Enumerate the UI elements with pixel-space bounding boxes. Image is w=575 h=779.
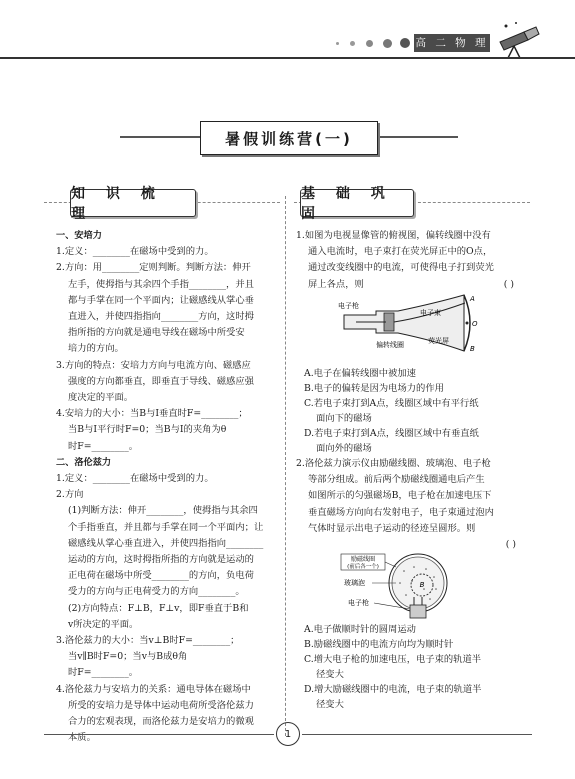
title-rule-right xyxy=(378,136,458,138)
option-a: A.电子做顺时针的圆周运动 xyxy=(304,624,416,635)
header-dot xyxy=(336,42,339,45)
text-line: 强度的方向都垂直，即垂直于导线、磁感应强 xyxy=(68,375,254,387)
page-number: 1 xyxy=(276,722,300,746)
text-line: 合力的宏观表现，而洛伦兹力是安培力的微观 xyxy=(68,716,254,728)
header-dot xyxy=(400,38,410,48)
option-d: D.增大励磁线圈中的电流，电子束的轨道半 xyxy=(304,684,482,695)
text-line: 气体时显示出电子运动的径迹呈圆形。则 xyxy=(308,522,476,534)
basic-practice-heading: 基 础 巩 固 xyxy=(300,189,414,217)
fig2-bulb-label: 玻璃泡 xyxy=(344,579,365,587)
text-line: 时F=________。 xyxy=(68,440,139,452)
text-line: 运动的方向，这时拇指所指的方向就是运动的 xyxy=(68,554,254,566)
text-line: 个手指垂直，并且都与手掌在同一个平面内；让 xyxy=(68,521,264,533)
text-line: 4.洛伦兹力与安培力的关系：通电导体在磁场中 xyxy=(56,683,251,695)
text-line: 如图所示的匀强磁场B，电子枪在加速电压下 xyxy=(308,490,492,502)
header-dot xyxy=(366,40,373,47)
page-title: 暑假训练营(一) xyxy=(225,129,353,148)
option-c: C.增大电子枪的加速电压，电子束的轨道半 xyxy=(304,654,482,665)
text-line: 时F=________。 xyxy=(68,667,139,679)
option-c-cont: 径变大 xyxy=(316,669,344,680)
text-line: 2.方向 xyxy=(56,489,84,501)
fig1-screen-label: 荧光屏 xyxy=(428,337,449,345)
fig1-gun-label: 电子枪 xyxy=(338,302,359,310)
question-2-stem xyxy=(296,456,528,553)
header-dot xyxy=(350,41,355,46)
text-line: 当B与I平行时F=0；当B与I的夹角为θ xyxy=(68,424,227,436)
text-line: 2.方向：用________定则判断。判断方法：伸开 xyxy=(56,262,251,274)
text-line: 都与手掌在同一个平面内；让磁感线从掌心垂 xyxy=(68,294,254,306)
text-line: 4.安培力的大小：当B与I垂直时F=________； xyxy=(56,408,248,420)
text-line: (2)方向特点：F⊥B，F⊥v，即F垂直于B和 xyxy=(68,602,249,614)
header-subject-tag: 高 二 物 理 xyxy=(414,34,490,52)
lorentz-demo-figure xyxy=(340,553,480,621)
text-line: 1.如图为电视显像管的俯视图，偏转线圈中没有 xyxy=(296,230,491,241)
text-line: 磁感线从掌心垂直进入，并使四指指向________ xyxy=(68,537,264,549)
page-title-box xyxy=(200,121,378,155)
text-line: 1.定义：________在磁场中受到的力。 xyxy=(56,246,214,258)
text-line: 3.方向的特点：安培力方向与电流方向、磁感应 xyxy=(56,359,251,371)
column-divider xyxy=(285,196,286,736)
question-1-stem xyxy=(296,228,528,293)
text-line: 通过改变线圈中的电流，可使得电子打到荧光 xyxy=(308,262,494,274)
option-d-cont: 径变大 xyxy=(316,699,344,710)
option-a: A.电子在偏转线圈中被加速 xyxy=(304,368,416,379)
option-b: B.电子的偏转是因为电场力的作用 xyxy=(304,383,444,394)
text-line: 所受的安培力是导体中运动电荷所受洛伦兹力 xyxy=(68,699,254,711)
text-line: 指所指的方向就是通电导线在磁场中所受安 xyxy=(68,327,245,339)
text-line: v所决定的平面。 xyxy=(68,618,139,630)
text-line: 通入电流时，电子束打在荧光屏正中的O点， xyxy=(308,246,493,258)
text-line xyxy=(296,277,528,293)
text-line: 3.洛伦兹力的大小：当v⊥B时F=________； xyxy=(56,635,240,647)
text-line: 本质。 xyxy=(68,732,96,744)
text-line: 等部分组成。前后两个励磁线圈通电后产生 xyxy=(308,474,485,486)
text-line: 左手，使拇指与其余四个手指________，并且 xyxy=(68,278,254,290)
text-line: 2.洛伦兹力演示仪由励磁线圈、玻璃泡、电子枪 xyxy=(296,458,491,469)
page-header xyxy=(0,0,575,80)
option-b: B.励磁线圈中的电流方向均为顺时针 xyxy=(304,639,454,650)
text-line: 培力的方向。 xyxy=(68,343,124,355)
text-line: 正电荷在磁场中所受________的方向，负电荷 xyxy=(68,570,254,582)
header-dot xyxy=(383,39,392,48)
header-rule xyxy=(0,57,575,59)
fig1-point-a: A xyxy=(470,295,475,303)
section-lorentz-title: 二、洛伦兹力 xyxy=(56,456,112,468)
text-line: 当v∥B时F=0；当v与B成θ角 xyxy=(68,651,188,663)
text-line: 垂直磁场方向向右发射电子，电子束通过泡内 xyxy=(308,506,494,518)
question-2-options xyxy=(304,622,528,712)
left-column xyxy=(56,228,280,747)
text-line: 度决定的平面。 xyxy=(68,392,134,404)
footer-rule-left xyxy=(44,734,274,735)
text-line: 受力的方向与正电荷受力的方向________。 xyxy=(68,586,245,598)
question-1-options xyxy=(304,366,528,456)
fig1-beam-label: 电子束 xyxy=(420,309,441,317)
option-c-cont: 面向下的磁场 xyxy=(316,413,372,424)
option-c: C.若电子束打到A点，线圈区域中有平行纸 xyxy=(304,398,479,409)
option-d: D.若电子束打到A点，线圈区域中有垂直纸 xyxy=(304,428,479,439)
fig2-coil-note: (前后各一个) xyxy=(347,564,379,570)
answer-paren: ( ) xyxy=(503,278,514,290)
option-d-cont: 面向外的磁场 xyxy=(316,443,372,454)
fig2-gun-label: 电子枪 xyxy=(348,599,369,607)
section-ampere-title: 一、安培力 xyxy=(56,230,102,241)
telescope-icon xyxy=(494,20,544,60)
fig1-point-o: O xyxy=(472,320,478,328)
text-line: (1)判断方法：伸开________，使拇指与其余四 xyxy=(68,505,258,517)
fig2-field-label: B xyxy=(419,581,425,589)
fig2-coil-label: 励磁线圈 xyxy=(350,556,376,563)
text-line: 屏上各点，则 xyxy=(308,278,364,290)
title-rule-left xyxy=(120,136,200,138)
knowledge-review-heading: 知 识 梳 理 xyxy=(70,189,196,217)
fig1-coil-label: 偏转线圈 xyxy=(376,341,404,349)
crt-figure xyxy=(336,293,486,355)
footer-rule-right xyxy=(302,734,532,735)
text-line: 1.定义：________在磁场中受到的力。 xyxy=(56,473,214,485)
answer-paren: ( ) xyxy=(505,539,516,551)
text-line: 直进入，并使四指指向________方向，这时拇 xyxy=(68,311,254,323)
fig1-point-b: B xyxy=(470,345,475,353)
